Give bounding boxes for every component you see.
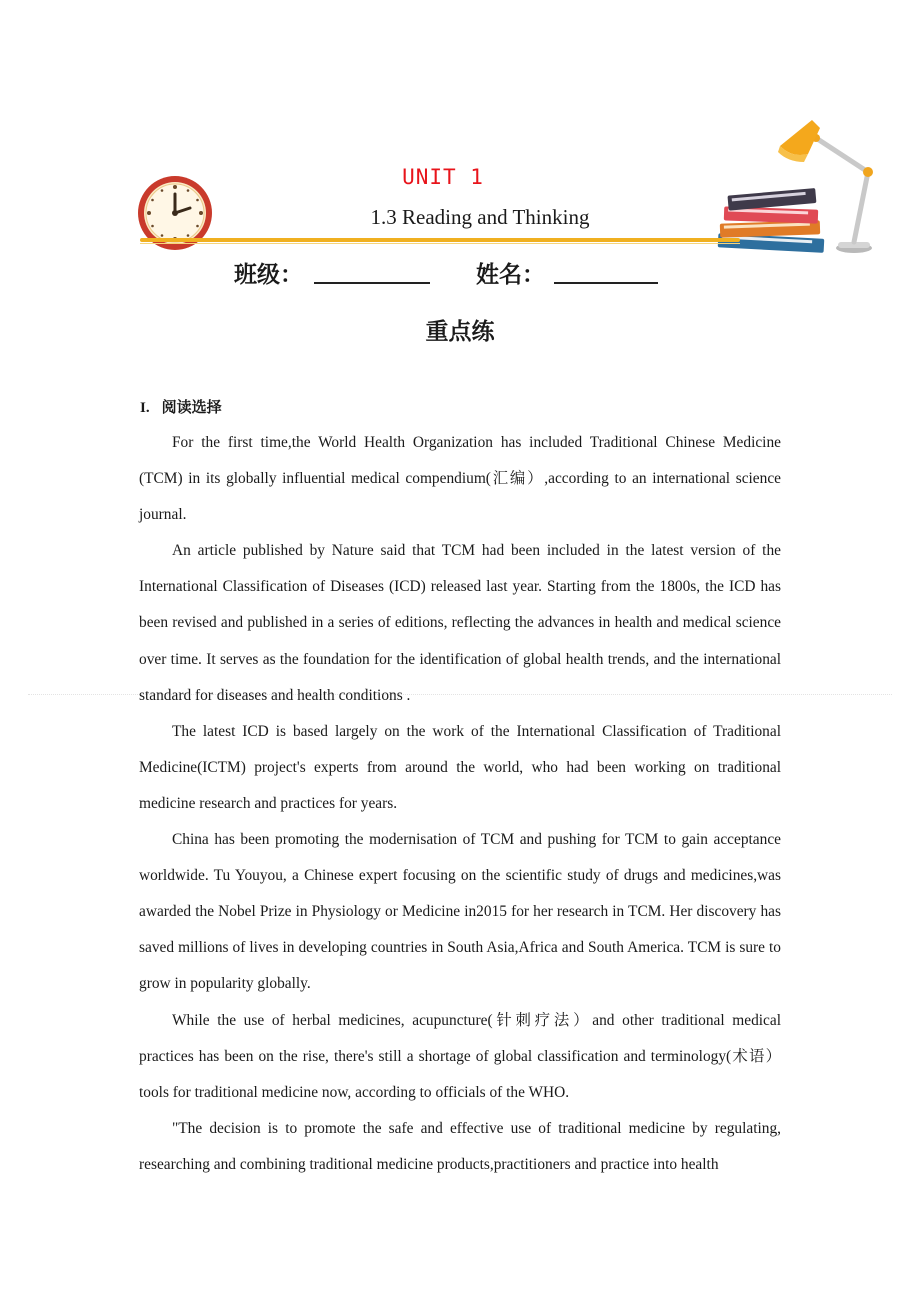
- header-divider-thin: [140, 243, 740, 244]
- paragraph: The latest ICD is based largely on the work of the International Classification of Traditional Medicine(ICTM) project's experts from around the world, who had been working on traditional medicine research and practices for years.: [139, 722, 781, 812]
- header-divider: [140, 238, 740, 242]
- reading-passage: [139, 425, 781, 1183]
- paragraph: While the use of herbal medicines, acupuncture(针刺疗法）and other traditional medical practices has been on the rise, there's still a shortage of global classification and terminology(术语）tools for traditional medicine now, according to officials of the WHO.: [139, 1011, 781, 1101]
- practice-title: 重点练: [425, 319, 495, 345]
- class-label: 班级：: [234, 262, 303, 288]
- name-label: 姓名：: [476, 262, 545, 288]
- unit-title: UNIT 1: [402, 165, 484, 189]
- paragraph: For the first time,the World Health Organization has included Traditional Chinese Medicine (TCM) in its globally influential medical compendium(汇编）,according to an international science journal.: [139, 434, 781, 524]
- paragraph: An article published by Nature said that TCM had been included in the latest version of the International Classification of Diseases (ICD) released last year. Starting from the 1800s, the ICD has been revised and published in a series of editions, reflecting the advances in health and medical science over time. It serves as the foundation for the identification of global health trends, and the international standard for diseases and health conditions .: [139, 542, 781, 704]
- page-header: [0, 0, 920, 270]
- paragraph: China has been promoting the modernisation of TCM and pushing for TCM to gain acceptance worldwide. Tu Youyou, a Chinese expert focusing on the scientific study of drugs and medicines,was awarded the Nobel Prize in Physiology or Medicine in2015 for her research in TCM. Her discovery has saved millions of lives in developing countries in South Asia,Africa and South America. TCM is sure to grow in popularity globally.: [139, 831, 781, 993]
- section-heading: [140, 396, 222, 417]
- lesson-title: 1.3 Reading and Thinking: [370, 205, 590, 229]
- class-blank[interactable]: [314, 256, 430, 290]
- section-number: I.: [140, 400, 150, 416]
- name-blank[interactable]: [554, 256, 658, 290]
- paragraph: "The decision is to promote the safe and effective use of traditional medicine by regulating, researching and combining traditional medicine products,practitioners and practice into health: [139, 1119, 781, 1173]
- section-title: 阅读选择: [161, 398, 222, 416]
